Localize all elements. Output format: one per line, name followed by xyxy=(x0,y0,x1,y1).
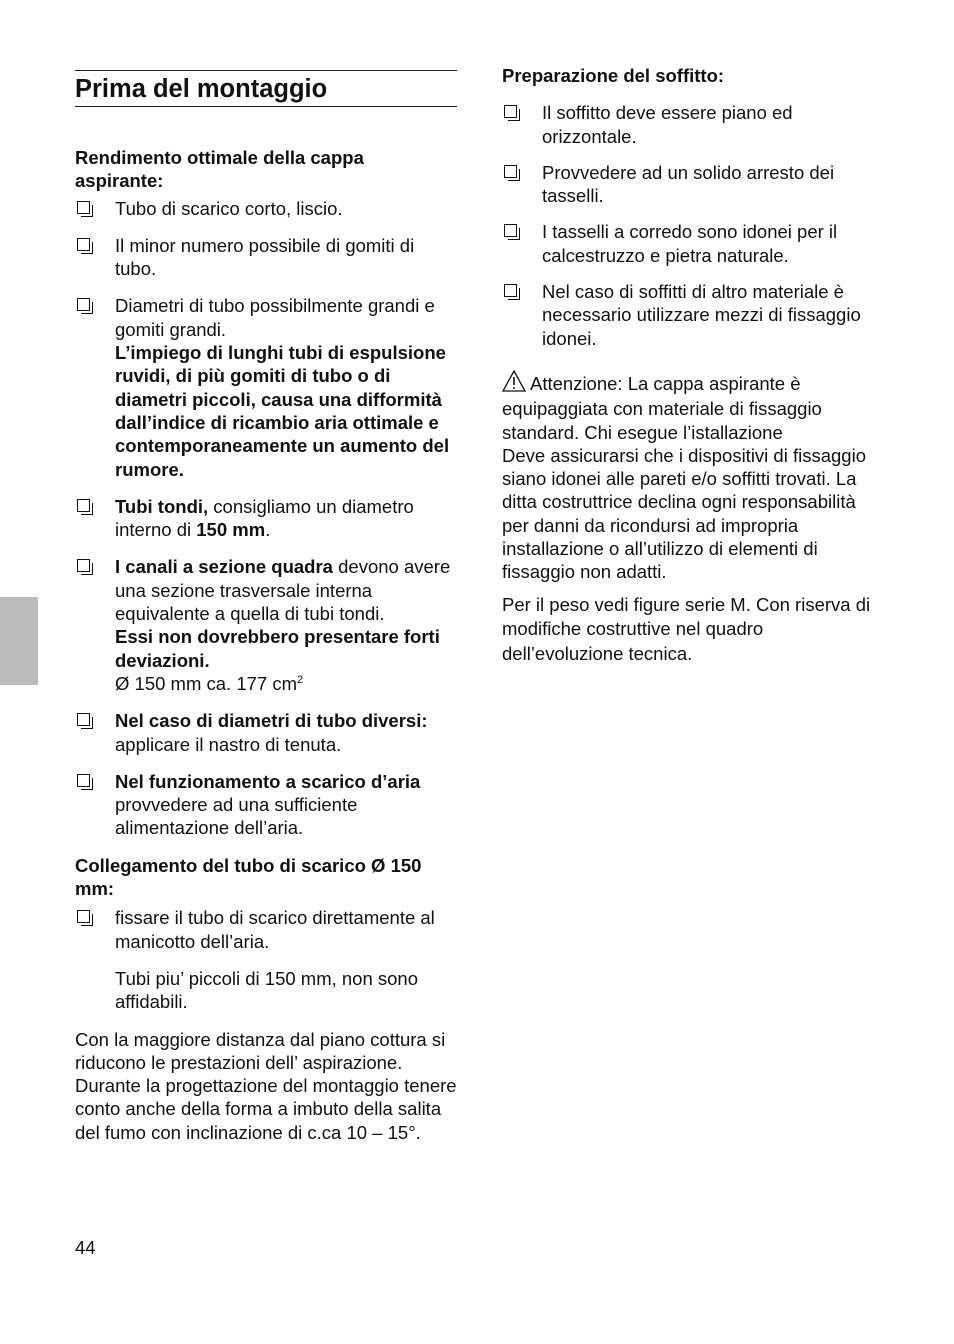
page-title: Prima del montaggio xyxy=(75,75,328,103)
checkbox-icon xyxy=(504,165,517,178)
list-item: Il soffitto deve essere piano ed orizzontale. xyxy=(502,101,887,148)
checkbox-icon xyxy=(504,284,517,297)
section-heading-preparazione: Preparazione del soffitto: xyxy=(502,65,725,86)
checkbox-icon xyxy=(77,238,90,251)
checkbox-icon xyxy=(77,910,90,923)
list-item: Nel caso di diametri di tubo diversi: applicare il nastro di tenuta. xyxy=(75,709,457,756)
list-item: Il minor numero possibile di gomiti di tubo. xyxy=(75,234,457,281)
list-item: I canali a sezione quadra devono avere una sezione trasversale interna equivalente a quella di tubi tondi. Essi non dovrebbero presentare forti deviazioni. Ø 150 mm ca. 177 $cm^2$ xyxy=(75,555,457,695)
checkbox-icon xyxy=(77,499,90,512)
left-column xyxy=(75,70,457,1144)
section-tab-marker xyxy=(0,597,38,685)
list-item: Tubi tondi, consigliamo un diametro interno di 150 mm. xyxy=(75,495,457,542)
emphasis-text: L’impiego di lunghi tubi di espulsione ruvidi, di più gomiti di tubo o di diametri piccoli, causa una difformità dall’indice di ricambio aria ottimale e contemporaneamente un aumento del rumore. xyxy=(115,342,450,480)
checkbox-icon xyxy=(77,559,90,572)
checkbox-icon xyxy=(77,713,90,726)
list-item: Nel caso di soffitti di altro materiale è necessario utilizzare mezzi di fissaggio idonei. xyxy=(502,280,887,350)
weight-note: Per il peso vedi figure serie M. Con riserva di modifiche costruttive nel quadro dell’evoluzione tecnica. xyxy=(502,593,871,664)
paragraph-text: Con la maggiore distanza dal piano cottura si riducono le prestazioni dell’ aspirazione. Durante la progettazione del montaggio tenere conto anche della forma a imbuto della salita del fumo con inclinazione di c.ca 10 – 15°. xyxy=(75,1028,457,1143)
checkbox-icon xyxy=(504,105,517,118)
warning-triangle-icon xyxy=(502,370,526,397)
list-item: Diametri di tubo possibilmente grandi e gomiti grandi. L’impiego di lunghi tubi di espulsione ruvidi, di più gomiti di tubo o di diametri piccoli, causa una difformità dall’indice di ricambio aria ottimale e contemporaneamente un aumento del rumore. xyxy=(75,294,457,480)
warning-block: Attenzione: La cappa aspirante è equipaggiata con materiale di fissaggio standard. Chi esegue l’istallazione Deve assicurarsi che i dispositivi di fissaggio siano idonei alle pareti e/o soffitti trovati. La ditta costruttrice declina ogni responsabilità per danni da ricondursi ad impropria installazione o all’utilizzo di elementi di fissaggio non adatti. xyxy=(502,370,887,584)
checkbox-icon xyxy=(504,224,517,237)
checkbox-icon xyxy=(77,298,90,311)
page-number: 44 xyxy=(75,1237,96,1258)
list-item: Tubo di scarico corto, liscio. xyxy=(75,197,457,220)
list-item: fissare il tubo di scarico direttamente al manicotto dell’aria. xyxy=(75,906,457,953)
checkbox-icon xyxy=(77,774,90,787)
note-text: Tubi piu’ piccoli di 150 mm, non sono affidabili. xyxy=(115,967,419,1013)
section-heading-rendimento: Rendimento ottimale della cappa aspirante: xyxy=(75,147,364,192)
title-bar xyxy=(75,70,457,107)
checkbox-icon xyxy=(77,201,90,214)
list-item: Provvedere ad un solido arresto dei tasselli. xyxy=(502,161,887,208)
formula: Ø 150 mm ca. 177 $cm^2$ xyxy=(115,672,304,694)
list-item: Nel funzionamento a scarico d’aria provvedere ad una sufficiente alimentazione dell’aria. xyxy=(75,770,457,840)
list-item: I tasselli a corredo sono idonei per il calcestruzzo e pietra naturale. xyxy=(502,220,887,267)
section-heading-collegamento: Collegamento del tubo di scarico Ø 150 mm: xyxy=(75,854,422,900)
right-column xyxy=(502,64,887,666)
